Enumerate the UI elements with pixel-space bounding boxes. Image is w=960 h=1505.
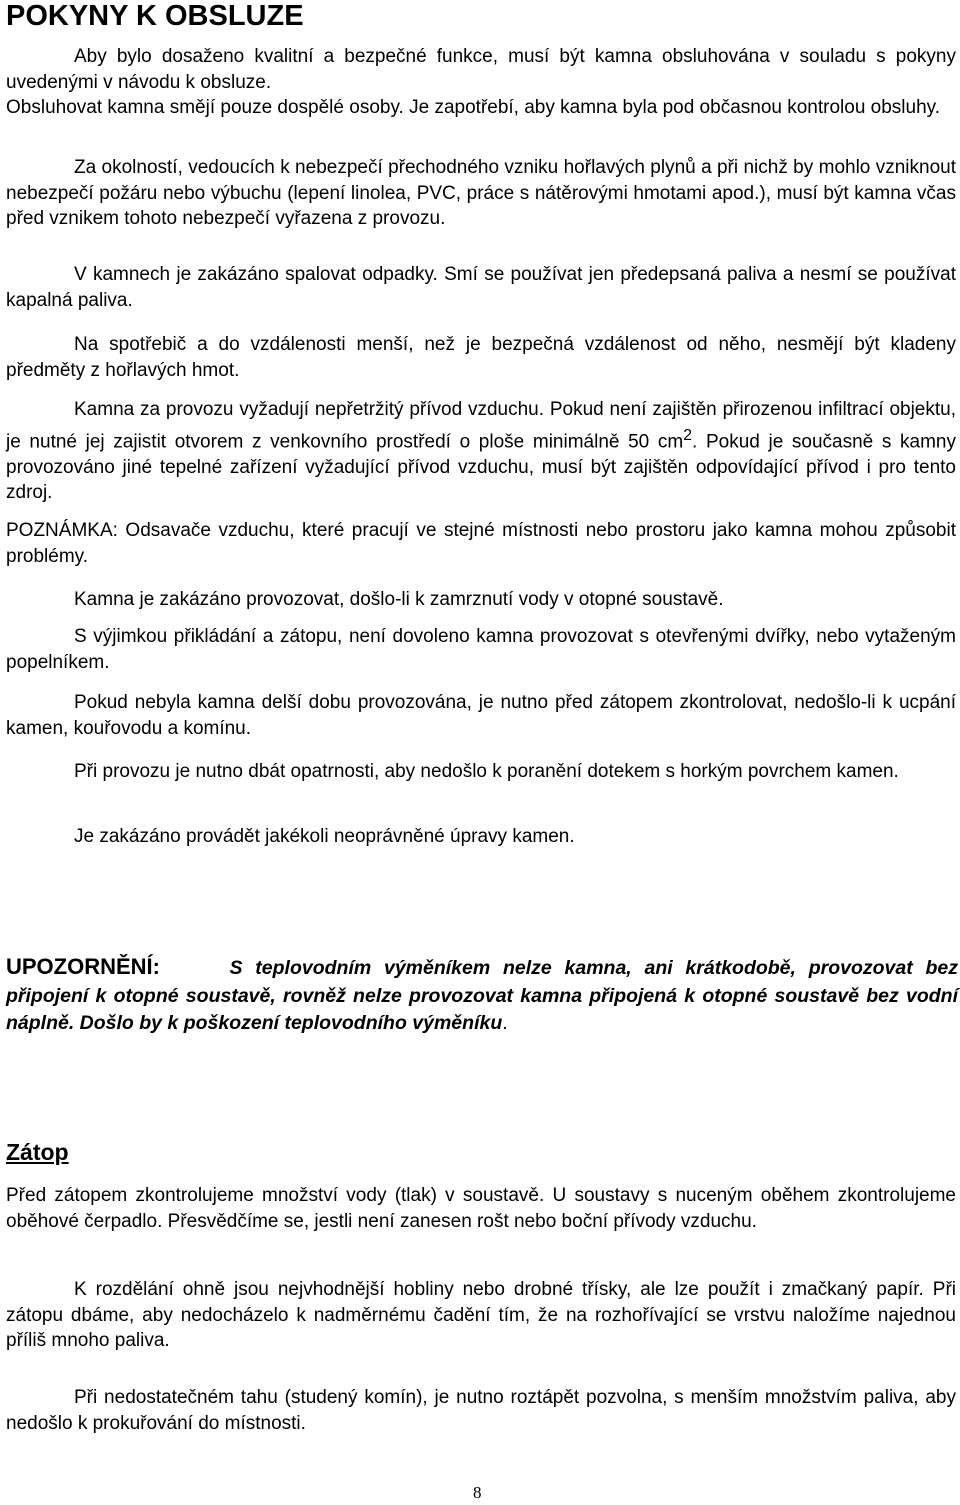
paragraph-modifications [6,824,956,850]
paragraph-text: Při nedostatečném tahu (studený komín), je nutno roztápět pozvolna, s menším množstvím paliva, aby nedošlo k prokuřování do místnosti. [6,1387,956,1434]
paragraph-text: Před zátopem zkontrolujeme množství vody (tlak) v soustavě. U soustavy s nuceným oběhem zkontrolujeme oběhové čerpadlo. Přesvědčíme se, jestli není zanesen rošt nebo boční přívody vzduchu. [6,1185,956,1232]
paragraph-text: Aby bylo dosaženo kvalitní a bezpečné funkce, musí být kamna obsluhována v souladu s pokyny uvedenými v návodu k obsluze. [6,46,956,93]
superscript: 2 [683,426,693,444]
paragraph-text: Je zakázáno provádět jakékoli neoprávněné úpravy kamen. [74,826,575,847]
paragraph-text: Kamna je zakázáno provozovat, došlo-li k zamrznutí vody v otopné soustavě. [74,589,724,610]
paragraph-text: . Pokud je současně s kamny provozováno jiné tepelné zařízení vyžadující přívod vzduchu, musí být zajištěn odpovídající přívod i pro tento zdroj. [6,430,956,504]
section-title: Zátop [6,1139,69,1165]
paragraph-check [6,690,956,741]
paragraph-draft [6,1385,956,1436]
paragraph-text: Za okolností, vedoucích k nebezpečí přechodného vzniku hořlavých plynů a při nichž by mohlo vzniknout nebezpečí požáru nebo výbuchu (lepení linolea, PVC, práce s nátěrovými hmotami apod.), musí být kamna včas před vznikem tohoto nebezpečí vyřazena z provozu. [6,157,956,230]
paragraph-distance [6,332,956,383]
paragraph-text: POZNÁMKA: Odsavače vzduchu, které pracují ve stejné místnosti nebo prostoru jako kamna mohou způsobit problémy. [6,520,956,567]
paragraph-text: Pokud nebyla kamna delší dobu provozována, je nutno před zátopem zkontrolovat, nedošlo-li k ucpání kamen, kouřovodu a komínu. [6,692,956,739]
warning-end: . [502,1012,508,1034]
page-number: 8 [473,1483,482,1502]
paragraph-text: Na spotřebič a do vzdálenosti menší, než je bezpečná vzdálenost od něho, nesmějí být kladeny předměty z hořlavých hmot. [6,334,956,381]
paragraph-waste [6,262,956,313]
paragraph-open-door [6,624,956,675]
paragraph-air-supply [6,397,956,506]
paragraph-kindling [6,1277,956,1354]
paragraph-caution [6,759,956,785]
paragraph-note [6,518,956,569]
paragraph-text: S výjimkou přikládání a zátopu, není dovoleno kamna provozovat s otevřenými dvířky, nebo vytaženým popelníkem. [6,626,956,673]
paragraph-quality [6,44,956,95]
paragraph-text: V kamnech je zakázáno spalovat odpadky. Smí se používat jen předepsaná paliva a nesmí se používat kapalná paliva. [6,264,956,311]
warning-block [6,953,958,1038]
paragraph-text: Obsluhovat kamna smějí pouze dospělé osoby. Je zapotřebí, aby kamna byla pod občasnou kontrolou obsluhy. [6,97,941,118]
paragraph-freezing [6,587,956,613]
paragraph-before-fire [6,1183,956,1234]
warning-text: S teplovodním výměníkem nelze kamna, ani krátkodobě, provozovat bez připojení k otopné soustavě, rovněž nelze provozovat kamna připojená k otopné soustavě bez vodní náplně. Došlo by k poškození teplovodního výměníku [6,957,958,1034]
paragraph-text: Kamna za provozu vyžadují nepřetržitý přívod vzduchu. Pokud není zajištěn přirozenou infiltrací objektu, je nutné jej zajistit otvorem z venkovního prostředí o ploše minimálně 50 cm [6,399,956,452]
paragraph-text: K rozdělání ohně jsou nejvhodnější hobliny nebo drobné třísky, ale lze použít i zmačkaný papír. Při zátopu dbáme, aby nedocházelo k nadměrnému čadění tím, že na rozhořívající se vrstvu naložíme najednou příliš mnoho paliva. [6,1279,956,1352]
warning-label: UPOZORNĚNÍ: [6,954,160,979]
paragraph-adults [6,95,956,121]
paragraph-hazard [6,155,956,232]
paragraph-text: Při provozu je nutno dbát opatrnosti, aby nedošlo k poranění dotekem s horkým povrchem kamen. [74,761,899,782]
page-title: POKYNY K OBSLUZE [6,0,304,32]
